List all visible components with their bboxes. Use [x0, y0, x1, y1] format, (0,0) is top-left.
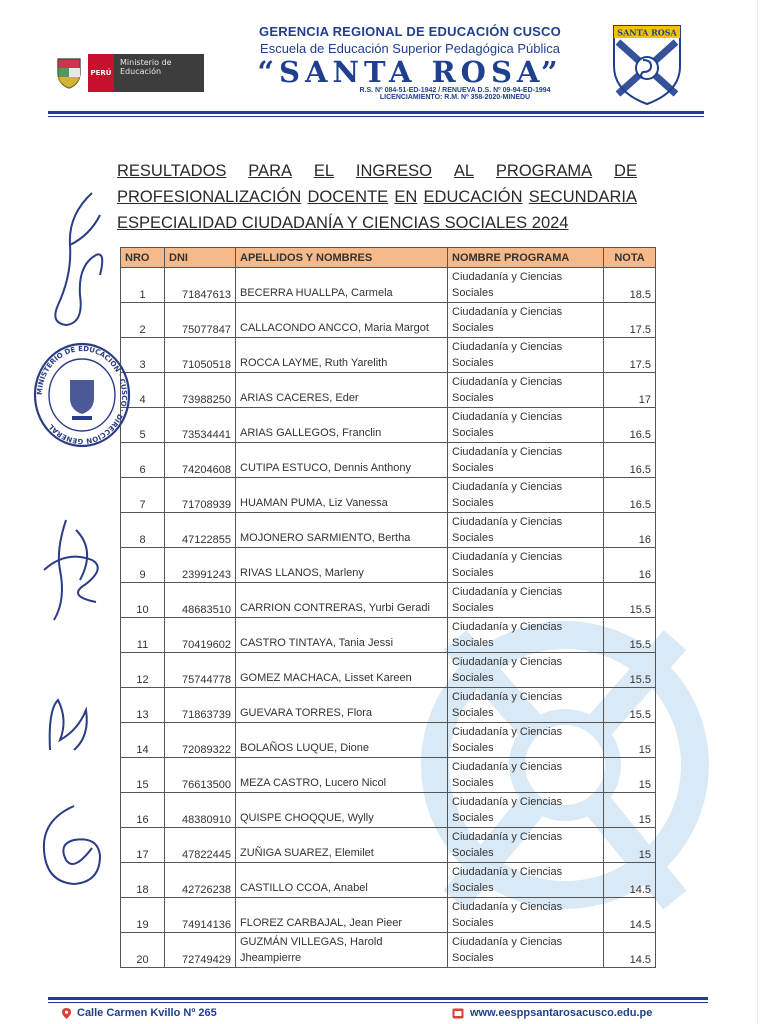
cell-grade: 16 — [604, 548, 656, 583]
cell-name: MOJONERO SARMIENTO, Bertha — [236, 513, 448, 548]
table-row — [121, 548, 656, 583]
cell-dni: 71847613 — [165, 268, 236, 303]
svg-text:MINISTERIO DE EDUCACIÓN · CUSC: MINISTERIO DE EDUCACIÓN · CUSCO · DIRECCIÓN GENERAL — [35, 344, 129, 446]
results-body — [121, 268, 656, 968]
cell-nro: 12 — [121, 653, 165, 688]
cell-dni: 47122855 — [165, 513, 236, 548]
header-dni: DNI — [165, 248, 236, 268]
cell-name: MEZA CASTRO, Lucero Nicol — [236, 758, 448, 793]
cell-dni: 75744778 — [165, 653, 236, 688]
cell-program: Ciudadanía y Ciencias Sociales — [448, 828, 604, 863]
footer-address — [62, 1007, 217, 1019]
table-row — [121, 373, 656, 408]
cell-grade: 15 — [604, 793, 656, 828]
cell-program: Ciudadanía y Ciencias Sociales — [448, 408, 604, 443]
cell-program: Ciudadanía y Ciencias Sociales — [448, 373, 604, 408]
header-rule — [48, 111, 704, 114]
location-pin-icon — [62, 1008, 71, 1019]
globe-icon — [452, 1008, 464, 1019]
table-row — [121, 443, 656, 478]
cell-name: QUISPE CHOQQUE, Wylly — [236, 793, 448, 828]
cell-name: FLOREZ CARBAJAL, Jean Pieer — [236, 898, 448, 933]
cell-grade: 15 — [604, 758, 656, 793]
cell-nro: 9 — [121, 548, 165, 583]
cell-name: BOLAÑOS LUQUE, Dione — [236, 723, 448, 758]
cell-nro: 11 — [121, 618, 165, 653]
cell-nro: 18 — [121, 863, 165, 898]
table-row — [121, 338, 656, 373]
table-row — [121, 758, 656, 793]
cell-dni: 71863739 — [165, 688, 236, 723]
cell-nro: 1 — [121, 268, 165, 303]
cell-program: Ciudadanía y Ciencias Sociales — [448, 443, 604, 478]
signature-2 — [36, 510, 116, 630]
cell-program: Ciudadanía y Ciencias Sociales — [448, 618, 604, 653]
cell-grade: 15.5 — [604, 688, 656, 723]
title-word: SECUNDARIA — [528, 188, 637, 206]
cell-grade: 16.5 — [604, 443, 656, 478]
footer-website — [452, 1007, 652, 1019]
table-header-row — [121, 248, 656, 268]
table-row — [121, 618, 656, 653]
table-row — [121, 723, 656, 758]
header-nro: NRO — [121, 248, 165, 268]
table-row — [121, 933, 656, 968]
table-row — [121, 513, 656, 548]
table-row — [121, 653, 656, 688]
cell-grade: 14.5 — [604, 898, 656, 933]
table-row — [121, 793, 656, 828]
crest-label: SANTA ROSA — [617, 27, 677, 38]
title-word: INGRESO — [355, 162, 433, 180]
header-grade: NOTA — [604, 248, 656, 268]
cell-grade: 14.5 — [604, 933, 656, 968]
cell-dni: 47822445 — [165, 828, 236, 863]
regional-management: GERENCIA REGIONAL DE EDUCACIÓN CUSCO — [259, 24, 561, 39]
website-link[interactable]: www.eesppsantarosacusco.edu.pe — [470, 1007, 653, 1019]
title-word: EDUCACIÓN — [423, 188, 523, 206]
cell-dni: 74204608 — [165, 443, 236, 478]
footer-rule — [48, 997, 708, 1000]
cell-dni: 72749429 — [165, 933, 236, 968]
school-name: “SANTA ROSA” — [257, 55, 563, 89]
signature-3 — [38, 690, 98, 760]
title-line-1 — [117, 158, 637, 184]
title-word: PROGRAMA — [495, 162, 593, 180]
cell-grade: 15.5 — [604, 618, 656, 653]
cell-grade: 18.5 — [604, 268, 656, 303]
cell-dni: 48380910 — [165, 793, 236, 828]
license-text: LICENCIAMIENTO: R.M. Nº 358-2020-MINEDU — [379, 94, 531, 101]
cell-nro: 15 — [121, 758, 165, 793]
cell-dni: 74914136 — [165, 898, 236, 933]
cell-name: ZUÑIGA SUAREZ, Elemilet — [236, 828, 448, 863]
cell-dni: 76613500 — [165, 758, 236, 793]
table-row — [121, 688, 656, 723]
cell-grade: 15 — [604, 828, 656, 863]
cell-dni: 73534441 — [165, 408, 236, 443]
cell-program: Ciudadanía y Ciencias Sociales — [448, 653, 604, 688]
title-word: AL — [453, 162, 475, 180]
cell-name: RIVAS LLANOS, Marleny — [236, 548, 448, 583]
footer-rule-thin — [48, 1002, 708, 1003]
cell-program: Ciudadanía y Ciencias Sociales — [448, 758, 604, 793]
cell-grade: 15.5 — [604, 653, 656, 688]
cell-grade: 15 — [604, 723, 656, 758]
cell-dni: 71050518 — [165, 338, 236, 373]
cell-program: Ciudadanía y Ciencias Sociales — [448, 268, 604, 303]
cell-program: Ciudadanía y Ciencias Sociales — [448, 303, 604, 338]
table-row — [121, 478, 656, 513]
header-program: NOMBRE PROGRAMA — [448, 248, 604, 268]
title-word: PROFESIONALIZACIÓN — [117, 188, 302, 206]
address-text: Calle Carmen Kvillo Nº 265 — [77, 1007, 217, 1019]
cell-nro: 10 — [121, 583, 165, 618]
cell-dni: 75077847 — [165, 303, 236, 338]
cell-nro: 5 — [121, 408, 165, 443]
school-type: Escuela de Educación Superior Pedagógica Pública — [260, 41, 560, 56]
cell-nro: 6 — [121, 443, 165, 478]
cell-name: GUEVARA TORRES, Flora — [236, 688, 448, 723]
ministry-label: Ministerio de Educación — [114, 54, 204, 92]
cell-nro: 7 — [121, 478, 165, 513]
cell-grade: 14.5 — [604, 863, 656, 898]
cell-name: HUAMAN PUMA, Liz Vanessa — [236, 478, 448, 513]
school-crest-logo — [610, 22, 684, 106]
cell-name: GUZMÁN VILLEGAS, Harold Jheampierre — [236, 933, 448, 968]
cell-program: Ciudadanía y Ciencias Sociales — [448, 548, 604, 583]
cell-dni: 70419602 — [165, 618, 236, 653]
ministry-badge — [88, 54, 204, 92]
cell-name: ARIAS CACERES, Eder — [236, 373, 448, 408]
cell-name: BECERRA HUALLPA, Carmela — [236, 268, 448, 303]
cell-nro: 14 — [121, 723, 165, 758]
table-row — [121, 268, 656, 303]
table-row — [121, 863, 656, 898]
title-word: DE — [614, 162, 637, 180]
table-row — [121, 828, 656, 863]
cell-name: CARRION CONTRERAS, Yurbi Geradi — [236, 583, 448, 618]
title-line-2 — [117, 184, 637, 210]
cell-dni: 42726238 — [165, 863, 236, 898]
cell-program: Ciudadanía y Ciencias Sociales — [448, 583, 604, 618]
cell-name: CALLACONDO ANCCO, Maria Margot — [236, 303, 448, 338]
official-stamp — [32, 340, 132, 450]
letterhead — [0, 0, 768, 120]
cell-nro: 4 — [121, 373, 165, 408]
cell-nro: 8 — [121, 513, 165, 548]
institution-block — [220, 24, 600, 101]
header-name: APELLIDOS Y NOMBRES — [236, 248, 448, 268]
cell-nro: 13 — [121, 688, 165, 723]
document-title — [117, 158, 637, 236]
cell-dni: 23991243 — [165, 548, 236, 583]
cell-nro: 20 — [121, 933, 165, 968]
cell-program: Ciudadanía y Ciencias Sociales — [448, 933, 604, 968]
header-rule-thin — [48, 116, 704, 117]
cell-name: CUTIPA ESTUCO, Dennis Anthony — [236, 443, 448, 478]
table-row — [121, 303, 656, 338]
cell-program: Ciudadanía y Ciencias Sociales — [448, 513, 604, 548]
cell-grade: 16.5 — [604, 478, 656, 513]
cell-grade: 17.5 — [604, 338, 656, 373]
title-word: RESULTADOS — [117, 162, 227, 180]
cell-nro: 19 — [121, 898, 165, 933]
table-row — [121, 583, 656, 618]
cell-grade: 16.5 — [604, 408, 656, 443]
cell-name: CASTILLO CCOA, Anabel — [236, 863, 448, 898]
peru-coat-of-arms-icon — [55, 55, 83, 89]
title-word: PARA — [248, 162, 292, 180]
cell-program: Ciudadanía y Ciencias Sociales — [448, 723, 604, 758]
cell-grade: 17 — [604, 373, 656, 408]
cell-name: GOMEZ MACHACA, Lisset Kareen — [236, 653, 448, 688]
cell-name: ROCCA LAYME, Ruth Yarelith — [236, 338, 448, 373]
cell-program: Ciudadanía y Ciencias Sociales — [448, 688, 604, 723]
cell-program: Ciudadanía y Ciencias Sociales — [448, 863, 604, 898]
cell-grade: 16 — [604, 513, 656, 548]
cell-program: Ciudadanía y Ciencias Sociales — [448, 898, 604, 933]
page-edge — [757, 0, 758, 1024]
cell-dni: 73988250 — [165, 373, 236, 408]
cell-grade: 15.5 — [604, 583, 656, 618]
title-word: EL — [313, 162, 335, 180]
cell-program: Ciudadanía y Ciencias Sociales — [448, 338, 604, 373]
cell-nro: 16 — [121, 793, 165, 828]
resolution-text: R.S. Nº 084-51-ED-1942 / RENUEVA D.S. Nº 09-94-ED-1994 — [359, 87, 551, 94]
cell-dni: 72089322 — [165, 723, 236, 758]
cell-nro: 3 — [121, 338, 165, 373]
title-line-3: ESPECIALIDAD CIUDADANÍA Y CIENCIAS SOCIALES 2024 — [117, 214, 569, 232]
cell-name: CASTRO TINTAYA, Tania Jessi — [236, 618, 448, 653]
cell-dni: 48683510 — [165, 583, 236, 618]
title-word: DOCENTE — [307, 188, 389, 206]
cell-dni: 71708939 — [165, 478, 236, 513]
table-row — [121, 408, 656, 443]
cell-program: Ciudadanía y Ciencias Sociales — [448, 793, 604, 828]
title-word: EN — [394, 188, 418, 206]
signature-1 — [40, 185, 110, 335]
results-table — [120, 247, 656, 968]
cell-nro: 2 — [121, 303, 165, 338]
cell-grade: 17.5 — [604, 303, 656, 338]
cell-name: ARIAS GALLEGOS, Franclin — [236, 408, 448, 443]
cell-program: Ciudadanía y Ciencias Sociales — [448, 478, 604, 513]
signature-4 — [34, 800, 114, 890]
peru-label: PERÚ — [88, 54, 114, 92]
cell-nro: 17 — [121, 828, 165, 863]
table-row — [121, 898, 656, 933]
